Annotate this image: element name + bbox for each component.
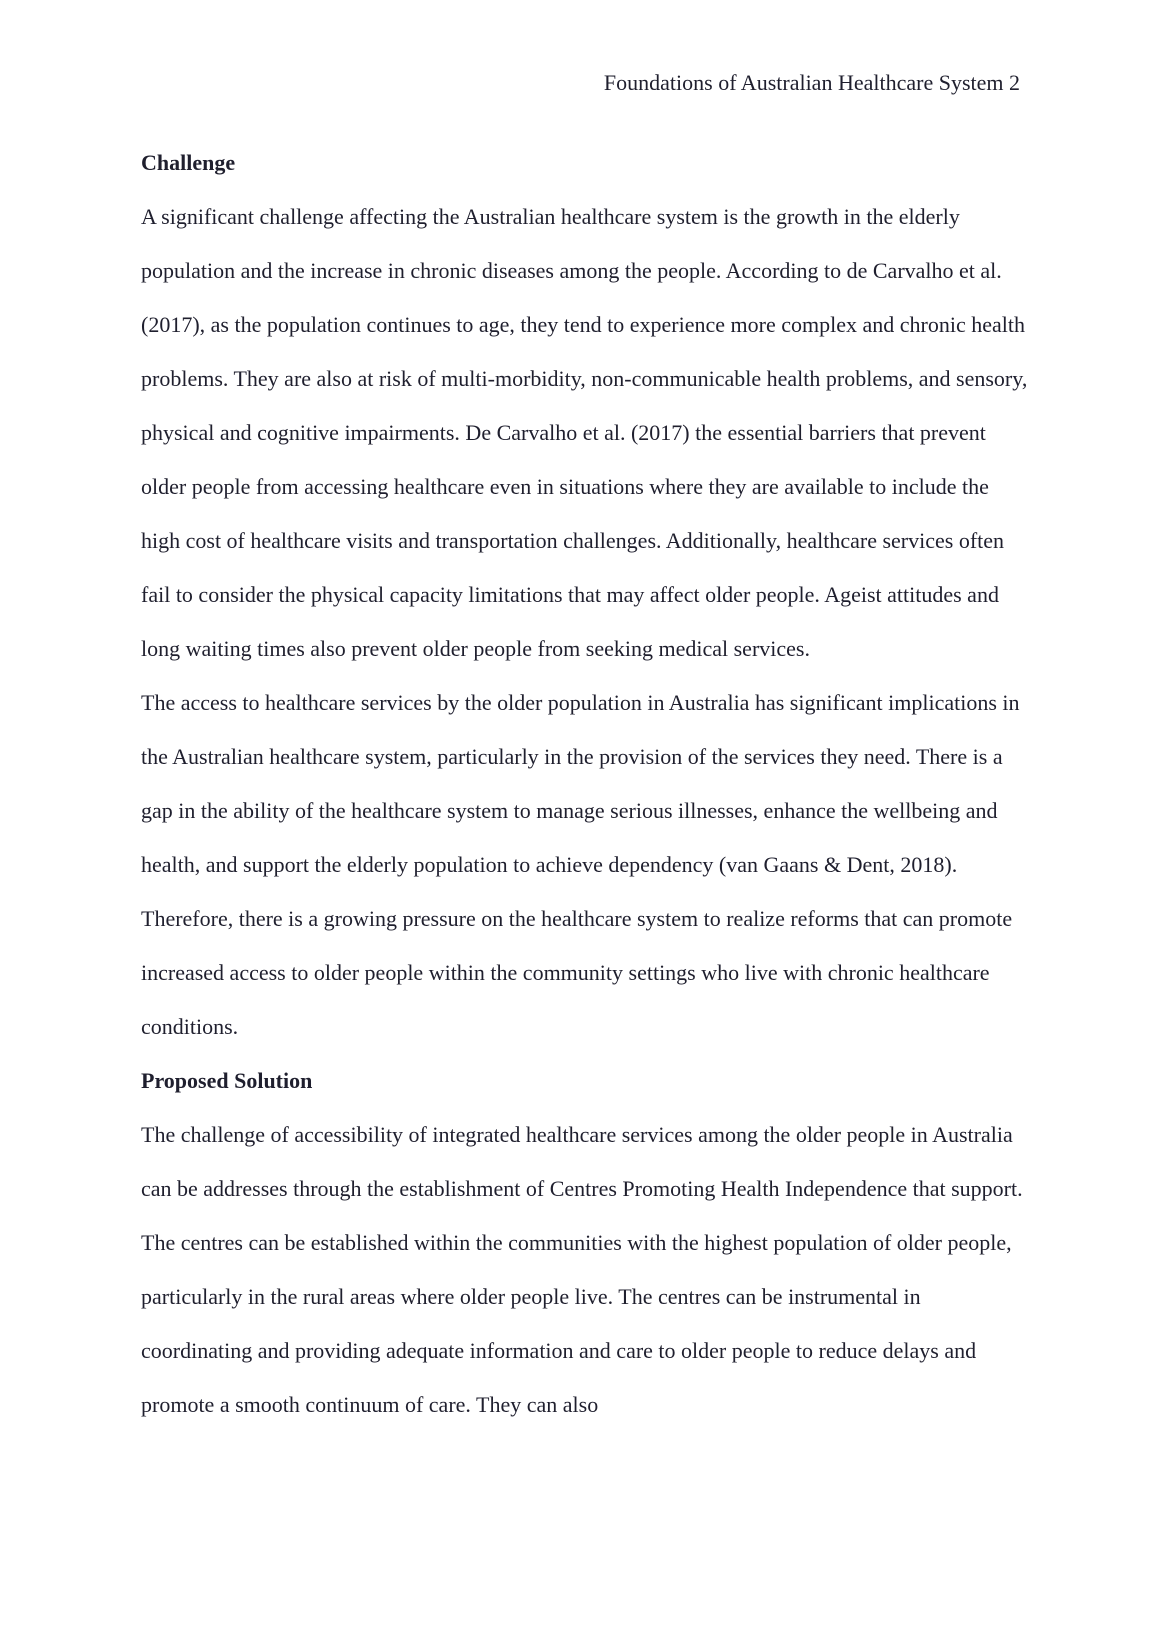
running-head: Foundations of Australian Healthcare System 2 bbox=[603, 70, 1020, 95]
section-heading-proposed-solution: Proposed Solution bbox=[141, 1068, 313, 1093]
paragraph: The challenge of accessibility of integrated healthcare services among the older people in Australia can be addresses through the establishment of Centres Promoting Health Independence that support. The centres can be established within the communities with the highest population of older people, particularly in the rural areas where older people live. The centres can be instrumental in coordinating and providing adequate information and care to older people to reduce delays and promote a smooth continuum of care. They can also bbox=[141, 1122, 1023, 1417]
document-body bbox=[141, 136, 1031, 1432]
section-heading-challenge: Challenge bbox=[141, 150, 236, 175]
paragraph: The access to healthcare services by the older population in Australia has significant implications in the Australian healthcare system, particularly in the provision of the services they need. There is a gap in the ability of the healthcare system to manage serious illnesses, enhance the wellbeing and health, and support the elderly population to achieve dependency (van Gaans & Dent, 2018). Therefore, there is a growing pressure on the healthcare system to realize reforms that can promote increased access to older people within the community settings who live with chronic healthcare conditions. bbox=[141, 690, 1020, 1039]
paragraph: A significant challenge affecting the Australian healthcare system is the growth in the elderly population and the increase in chronic diseases among the people. According to de Carvalho et al. (2017), as the population continues to age, they tend to experience more complex and chronic health problems. They are also at risk of multi-morbidity, non-communicable health problems, and sensory, physical and cognitive impairments. De Carvalho et al. (2017) the essential barriers that prevent older people from accessing healthcare even in situations where they are available to include the high cost of healthcare visits and transportation challenges. Additionally, healthcare services often fail to consider the physical capacity limitations that may affect older people. Ageist attitudes and long waiting times also prevent older people from seeking medical services. bbox=[141, 204, 1028, 661]
